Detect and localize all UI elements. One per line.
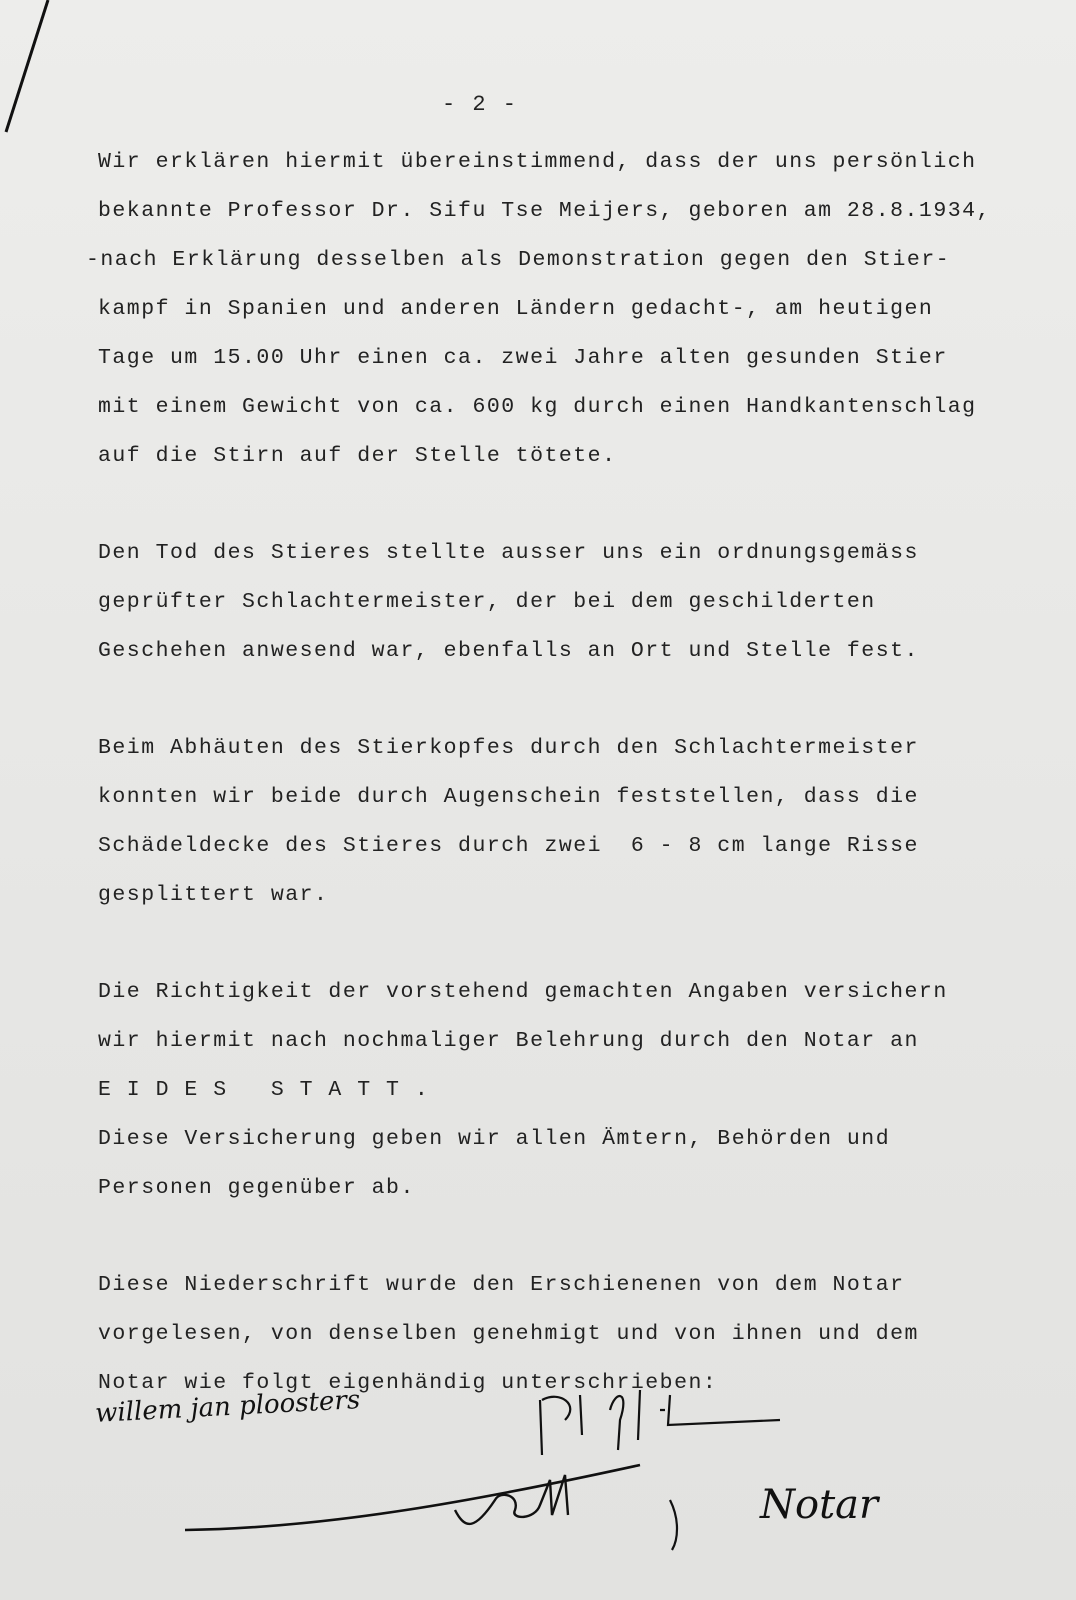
signature-notary-scribble [440,1470,980,1570]
text-line: wir hiermit nach nochmaliger Belehrung durch den Notar an [98,1029,919,1053]
text-line: auf die Stirn auf der Stelle tötete. [98,444,617,468]
eides-statt-line: E I D E S S T A T T . [98,1078,430,1102]
text-line: mit einem Gewicht von ca. 600 kg durch einen Handkantenschlag [98,395,977,419]
text-line: Beim Abhäuten des Stierkopfes durch den Schlachtermeister [98,736,919,760]
text-line: gesplittert war. [98,883,329,907]
text-line: Geschehen anwesend war, ebenfalls an Ort und Stelle fest. [98,639,919,663]
text-line: kampf in Spanien und anderen Ländern gedacht-, am heutigen [98,297,934,321]
text-line: Wir erklären hiermit übereinstimmend, dass der uns persönlich [98,150,977,174]
text-line: Notar wie folgt eigenhändig unterschrieben: [98,1371,718,1395]
text-line: Personen gegenüber ab. [98,1176,415,1200]
text-line: -nach Erklärung desselben als Demonstration gegen den Stier- [86,248,951,272]
body-text [86,138,1058,1408]
text-line: Diese Versicherung geben wir allen Ämtern, Behörden und [98,1127,891,1151]
text-line: konnten wir beide durch Augenschein feststellen, dass die [98,785,919,809]
signature-willem-jan-ploosters: willem jan ploosters [94,1385,361,1429]
text-line: Die Richtigkeit der vorstehend gemachten Angaben versichern [98,980,948,1004]
signature-notary: Notar [760,1482,879,1528]
page-number: - 2 - [441,92,518,117]
text-line: Den Tod des Stieres stellte ausser uns ein ordnungsgemäss [98,541,919,565]
text-line: Diese Niederschrift wurde den Erschienenen von dem Notar [98,1273,905,1297]
text-line: Schädeldecke des Stieres durch zwei 6 - 8 cm lange Risse [98,834,919,858]
page-edge-mark [0,0,60,140]
text-line: geprüfter Schlachtermeister, der bei dem geschilderten [98,590,876,614]
text-line: vorgelesen, von denselben genehmigt und von ihnen und dem [98,1322,919,1346]
text-line: Tage um 15.00 Uhr einen ca. zwei Jahre alten gesunden Stier [98,346,948,370]
text-line: bekannte Professor Dr. Sifu Tse Meijers, geboren am 28.8.1934, [98,199,991,223]
